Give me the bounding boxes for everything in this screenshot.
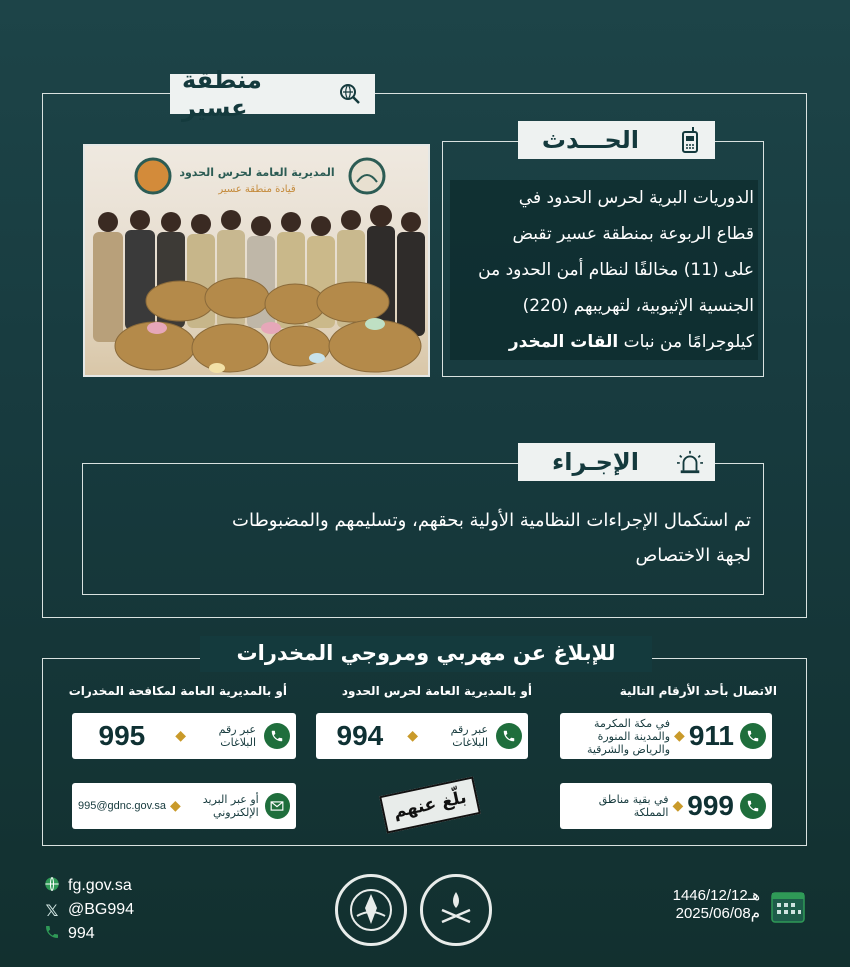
event-line-4: الجنسية الإثيوبية، لتهريبهم (220) [450, 288, 758, 324]
seizure-photo-illustration [85, 146, 430, 377]
photo-agency-name: المديرية العامة لحرس الحدود [179, 166, 335, 179]
footer-greg-date: 2025/06/08م [675, 905, 760, 922]
phone-icon [44, 924, 60, 944]
region-title-tag [170, 66, 375, 122]
report-995-box[interactable] [72, 713, 296, 759]
report-911-box[interactable] [560, 713, 772, 759]
event-line-2: قطاع الربوعة بمنطقة عسير تقبض [450, 216, 758, 252]
region-title: منطقة عسير [182, 66, 262, 122]
report-994-text: عبر رقم البلاغات [450, 723, 488, 749]
walkie-talkie-icon [677, 127, 703, 153]
event-line-3: على (11) مخالفًا لنظام أمن الحدود من [450, 252, 758, 288]
report-col-left-header: أو بالمديرية العامة لمكافحة المخدرات [68, 684, 287, 698]
border-guard-emblem [335, 874, 407, 946]
report-999-box[interactable] [560, 783, 772, 829]
report-email-text: أو عبر البريد الإلكتروني [202, 793, 259, 819]
x-icon: 𝕏 [45, 900, 59, 920]
arrow-icon: ◆ [674, 728, 685, 744]
action-label: الإجـراء [551, 448, 639, 476]
footer-dates [640, 886, 760, 922]
phone-icon [496, 723, 522, 749]
report-999-text: في بقية مناطق المملكة [598, 793, 669, 819]
report-994-number: 994 [336, 720, 384, 751]
footer-website-row[interactable] [44, 874, 194, 898]
arrow-icon: ◆ [672, 798, 684, 814]
action-text [95, 503, 751, 573]
saudi-emblem [420, 874, 492, 946]
report-title: للإبلاغ عن مهربي ومروجي المخدرات [236, 641, 616, 665]
report-email-address: 995@gdnc.gov.sa [78, 800, 167, 812]
action-line-1: تم استكمال الإجراءات النظامية الأولية بحقهم، وتسليمهم والمضبوطات [232, 510, 751, 531]
action-line-2: لجهة الاختصاص [635, 545, 751, 566]
arrow-icon: ◆ [175, 728, 186, 744]
email-icon [265, 793, 290, 819]
report-col-mid-header: أو بالمديرية العامة لحرس الحدود [341, 684, 532, 698]
footer-x-handle[interactable]: @BG994 [68, 901, 135, 918]
report-911-text: في مكة المكرمة والمدينة المنورة والرياض والشرقية [586, 716, 671, 756]
report-995-number: 995 [98, 720, 146, 751]
report-title-tag [200, 636, 652, 672]
footer-phone[interactable]: 994 [68, 925, 95, 942]
report-911-number: 911 [688, 720, 734, 751]
event-line-5 [450, 324, 758, 360]
footer-hijri-date: 1446/12/12هـ [672, 887, 760, 904]
search-globe-icon [338, 81, 363, 107]
report-email-box[interactable] [72, 783, 296, 829]
seizure-photo [83, 144, 430, 377]
arrow-icon: ◆ [407, 728, 418, 744]
event-text [450, 180, 758, 360]
event-label: الحـــدث [541, 126, 639, 154]
calendar-icon [770, 888, 806, 928]
phone-icon [740, 793, 766, 819]
phone-icon [740, 723, 766, 749]
footer-website[interactable]: fg.gov.sa [68, 877, 132, 894]
photo-agency-sub: قيادة منطقة عسير [218, 184, 296, 195]
arrow-icon: ◆ [170, 798, 181, 814]
report-stamp-text: بلّغ عنهم [391, 787, 469, 823]
globe-icon [44, 876, 60, 896]
phone-icon [264, 723, 290, 749]
event-line-5-bold: القات المخدر [508, 332, 619, 352]
action-title-tag [518, 443, 715, 481]
report-999-number: 999 [687, 790, 734, 821]
event-line-1: الدوريات البرية لحرس الحدود في [450, 180, 758, 216]
report-995-text: عبر رقم البلاغات [218, 723, 256, 749]
event-line-5-prefix: كيلوجرامًا من نبات [623, 332, 754, 352]
footer-links [44, 874, 194, 946]
event-title-tag [518, 121, 715, 159]
report-994-box[interactable] [316, 713, 528, 759]
footer-phone-row[interactable] [44, 922, 194, 946]
report-col-right-header: الاتصال بأحد الأرقام التالية [619, 684, 777, 698]
siren-icon [677, 449, 703, 475]
footer-x-row[interactable] [44, 898, 194, 922]
